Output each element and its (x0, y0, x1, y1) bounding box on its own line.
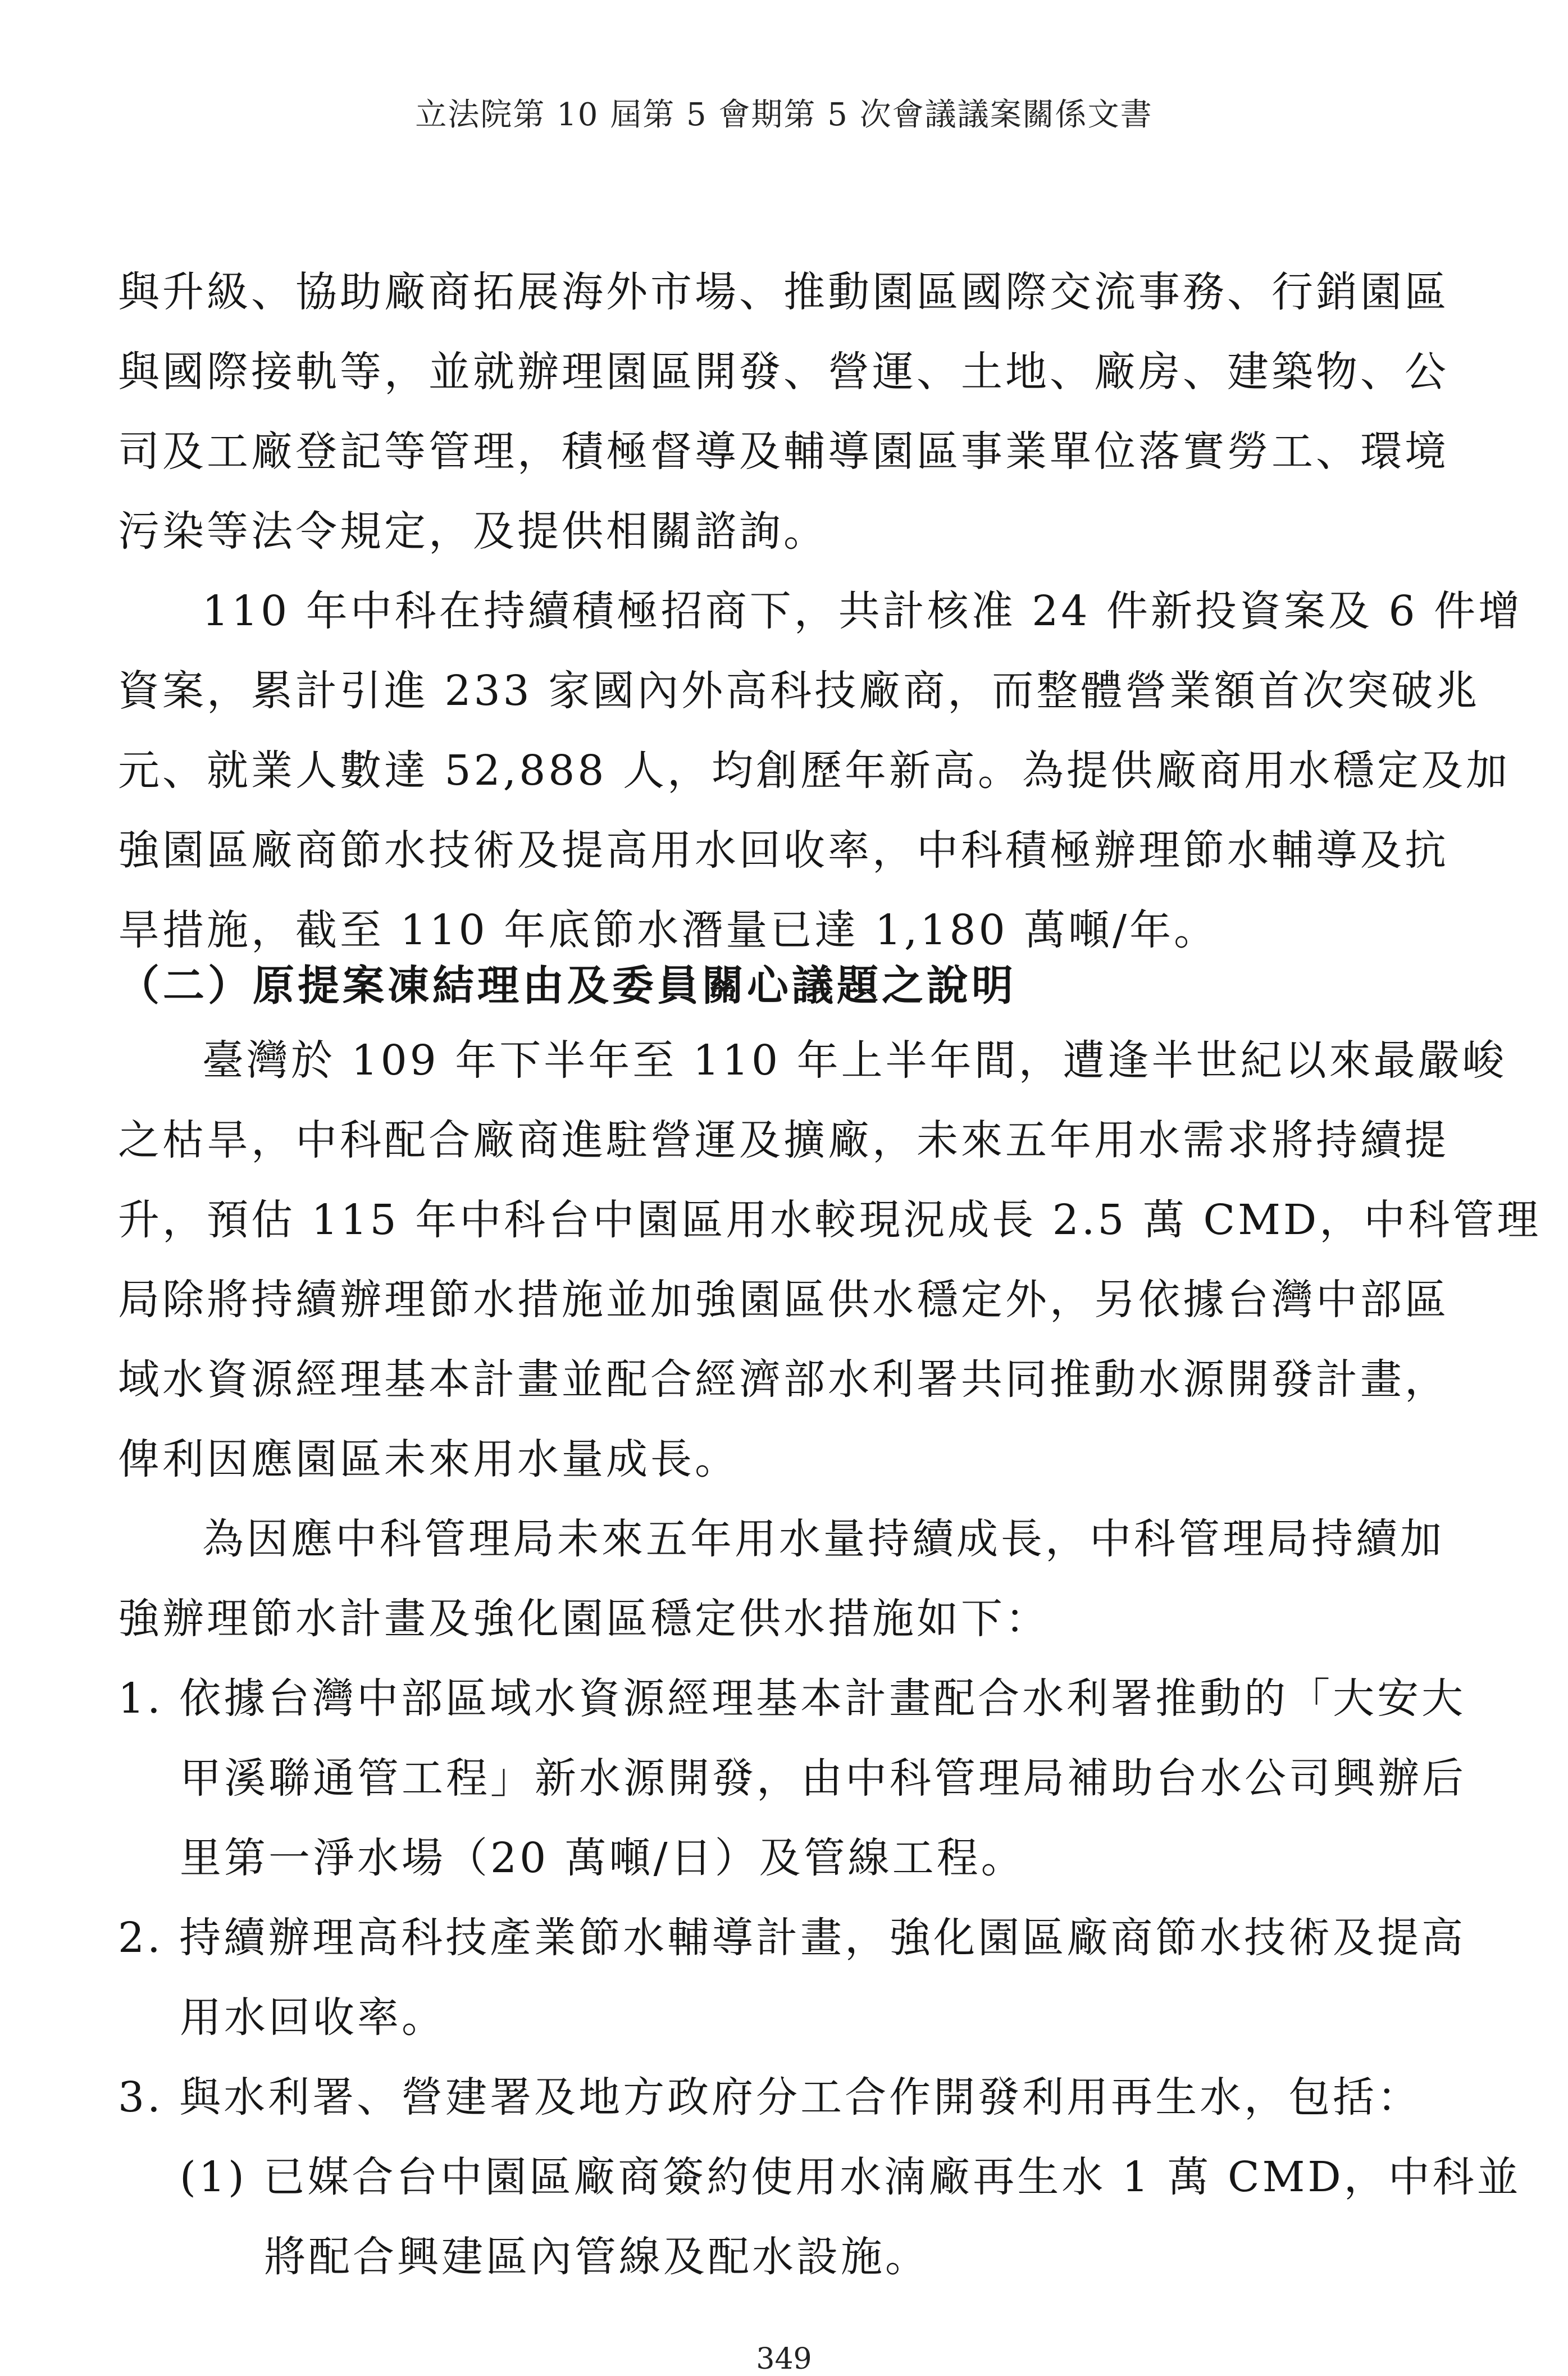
paragraph-line: 俾利因應園區未來用水量成長。 (118, 1435, 739, 1483)
section-heading: （二）原提案凍結理由及委員關心議題之說明 (118, 962, 1017, 1010)
paragraph-line: 之枯旱，中科配合廠商進駐營運及擴廠，未來五年用水需求將持續提 (118, 1116, 1449, 1164)
list-item-line: 甲溪聯通管工程」新水源開發，由中科管理局補助台水公司興辦后 (180, 1754, 1466, 1803)
paragraph-line: 資案，累計引進 233 家國內外高科技廠商，而整體營業額首次突破兆 (118, 667, 1480, 715)
list-item-line: 1. 依據台灣中部區域水資源經理基本計畫配合水利署推動的「大安大 (118, 1674, 1466, 1723)
list-item-line: 3. 與水利署、營建署及地方政府分工合作開發利用再生水，包括： (118, 2073, 1422, 2122)
running-header: 立法院第 10 屆第 5 會期第 5 次會議議案關係文書 (415, 97, 1153, 133)
paragraph-line: 司及工廠登記等管理，積極督導及輔導園區事業單位落實勞工、環境 (118, 427, 1449, 476)
paragraph-line: 污染等法令規定，及提供相關諮詢。 (118, 507, 828, 556)
list-item-line: 用水回收率。 (180, 1993, 446, 2042)
paragraph-line: 與國際接軌等，並就辦理園區開發、營運、土地、廠房、建築物、公 (118, 348, 1449, 396)
paragraph-line: 為因應中科管理局未來五年用水量持續成長，中科管理局持續加 (202, 1515, 1444, 1563)
paragraph-line: 臺灣於 109 年下半年至 110 年上半年間，遭逢半世紀以來最嚴峻 (202, 1036, 1507, 1085)
paragraph-line: 旱措施，截至 110 年底節水潛量已達 1,180 萬噸/年。 (118, 906, 1219, 954)
paragraph-line: 域水資源經理基本計畫並配合經濟部水利署共同推動水源開發計畫， (118, 1355, 1449, 1404)
list-item-line: 里第一淨水場（20 萬噸/日）及管線工程。 (180, 1834, 1025, 1882)
sub-item-line: 將配合興建區內管線及配水設施。 (264, 2233, 929, 2281)
paragraph-line: 與升級、協助廠商拓展海外市場、推動園區國際交流事務、行銷園區 (118, 268, 1449, 316)
paragraph-line: 強辦理節水計畫及強化園區穩定供水措施如下： (118, 1595, 1050, 1643)
paragraph-line: 元、就業人數達 52,888 人，均創歷年新高。為提供廠商用水穩定及加 (118, 747, 1510, 795)
paragraph-line: 強園區廠商節水技術及提高用水回收率，中科積極辦理節水輔導及抗 (118, 826, 1449, 875)
list-item-line: 2. 持續辦理高科技產業節水輔導計畫，強化園區廠商節水技術及提高 (118, 1914, 1466, 1962)
page-number: 349 (756, 2342, 812, 2376)
paragraph-line: 升，預估 115 年中科台中園區用水較現況成長 2.5 萬 CMD，中科管理 (118, 1196, 1542, 1244)
sub-item-line: (1) 已媒合台中園區廠商簽約使用水湳廠再生水 1 萬 CMD，中科並 (180, 2153, 1521, 2201)
paragraph-line: 110 年中科在持續積極招商下，共計核准 24 件新投資案及 6 件增 (202, 587, 1523, 635)
paragraph-line: 局除將持續辦理節水措施並加強園區供水穩定外，另依據台灣中部區 (118, 1276, 1449, 1324)
